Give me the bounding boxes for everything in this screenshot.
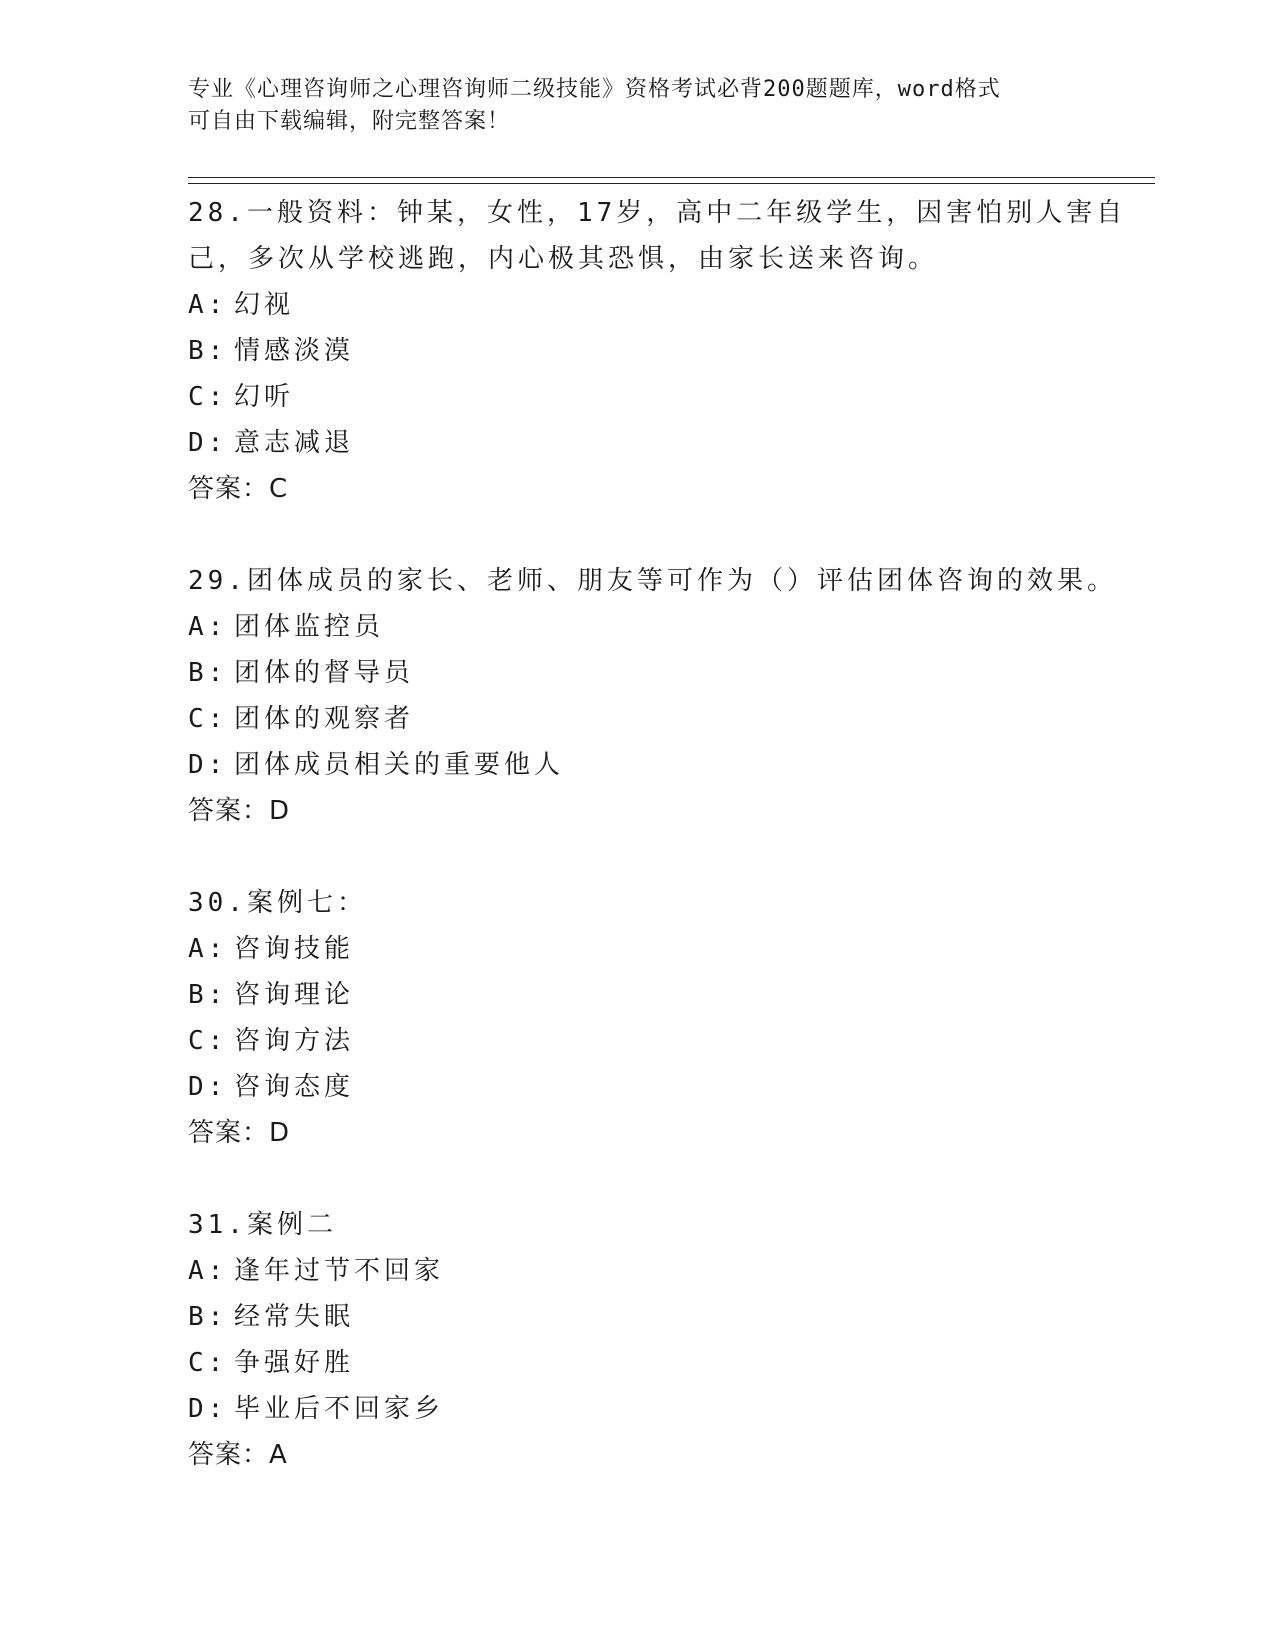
option-letter: A: (188, 934, 228, 964)
option-letter: C: (188, 1348, 228, 1378)
option-letter: D: (188, 750, 228, 780)
option-text: 咨询态度 (234, 1072, 355, 1102)
option-b (188, 972, 1088, 1018)
question-28 (188, 190, 1127, 512)
question-stem (188, 190, 1127, 282)
header-line-1: 专业《心理咨询师之心理咨询师二级技能》资格考试必背200题题库，word格式 (188, 77, 1001, 102)
option-letter: B: (188, 658, 228, 688)
option-c (188, 1018, 1088, 1064)
option-text: 意志减退 (234, 428, 355, 458)
stem-line: 29.团体成员的家长、老师、朋友等可作为（）评估团体咨询的效果。 (188, 566, 1117, 596)
option-letter: C: (188, 704, 228, 734)
option-d (188, 420, 1088, 466)
option-letter: B: (188, 336, 228, 366)
option-a (188, 282, 1088, 328)
option-c (188, 374, 1088, 420)
option-letter: D: (188, 1072, 228, 1102)
option-text: 团体的督导员 (234, 658, 415, 688)
answer-line: 答案：D (188, 1118, 291, 1148)
option-letter: A: (188, 290, 228, 320)
option-d (188, 1386, 1088, 1432)
option-a (188, 926, 1088, 972)
option-a (188, 1248, 1088, 1294)
option-text: 经常失眠 (234, 1302, 355, 1332)
document-header (188, 74, 1088, 138)
option-b (188, 1294, 1088, 1340)
answer-line: 答案：A (188, 1440, 288, 1470)
option-text: 咨询技能 (234, 934, 355, 964)
header-line-2: 可自由下载编辑，附完整答案！ (188, 109, 511, 134)
option-c (188, 1340, 1088, 1386)
option-text: 幻视 (234, 290, 295, 320)
option-c (188, 696, 1088, 742)
option-d (188, 1064, 1088, 1110)
option-letter: B: (188, 1302, 228, 1332)
header-rule-bottom (188, 183, 1155, 184)
option-d (188, 742, 1088, 788)
option-letter: A: (188, 612, 228, 642)
option-text: 咨询方法 (234, 1026, 355, 1056)
stem-line: 28.一般资料：钟某，女性，17岁，高中二年级学生，因害怕别人害自 (188, 198, 1127, 228)
answer-line: 答案：C (188, 474, 289, 504)
option-text: 逢年过节不回家 (234, 1256, 445, 1286)
option-text: 幻听 (234, 382, 295, 412)
question-stem (188, 880, 1088, 926)
option-text: 情感淡漠 (234, 336, 355, 366)
spacer (188, 834, 1088, 880)
spacer (188, 512, 1088, 558)
question-stem (188, 1202, 1088, 1248)
option-text: 毕业后不回家乡 (234, 1394, 445, 1424)
stem-line: 己，多次从学校逃跑，内心极其恐惧，由家长送来咨询。 (188, 244, 939, 274)
question-list (188, 190, 1127, 1478)
stem-line: 30.案例七： (188, 888, 367, 918)
option-letter: D: (188, 1394, 228, 1424)
question-stem (188, 558, 1117, 604)
option-text: 争强好胜 (234, 1348, 355, 1378)
option-a (188, 604, 1088, 650)
option-text: 咨询理论 (234, 980, 355, 1010)
option-letter: D: (188, 428, 228, 458)
option-b (188, 328, 1088, 374)
option-letter: A: (188, 1256, 228, 1286)
option-letter: C: (188, 1026, 228, 1056)
question-29 (188, 558, 1117, 834)
header-rule-top (188, 177, 1155, 178)
option-b (188, 650, 1088, 696)
spacer (188, 1156, 1088, 1202)
option-letter: B: (188, 980, 228, 1010)
answer-line: 答案：D (188, 796, 291, 826)
option-letter: C: (188, 382, 228, 412)
option-text: 团体成员相关的重要他人 (234, 750, 565, 780)
question-31 (188, 1202, 1088, 1478)
option-text: 团体监控员 (234, 612, 385, 642)
option-text: 团体的观察者 (234, 704, 415, 734)
stem-line: 31.案例二 (188, 1210, 337, 1240)
question-30 (188, 880, 1088, 1156)
